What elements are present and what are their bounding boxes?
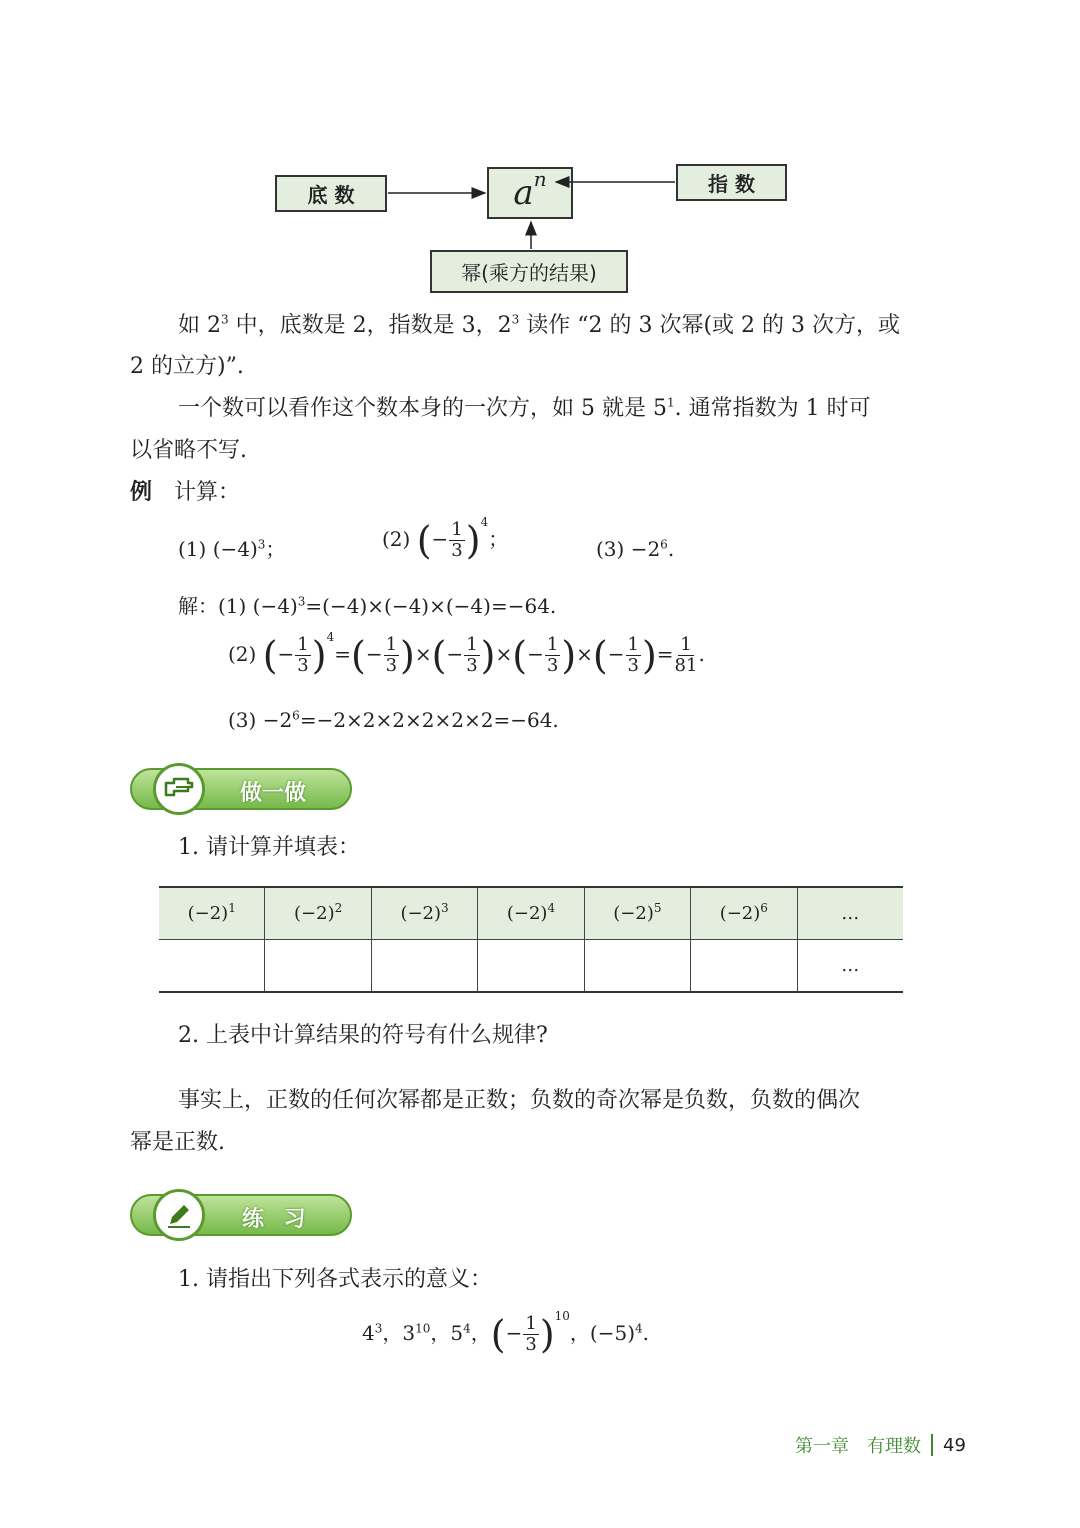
exercise1-expressions: $4^3$，$3^{10}$，$5^4$，(− $\frac{1}{3}$ )$^{10}$，$(-5)^4$. bbox=[362, 1309, 650, 1357]
para1-line2: 2 的立方)”. bbox=[130, 354, 244, 379]
table-header-cell: … bbox=[797, 887, 903, 940]
powers-table bbox=[159, 886, 903, 993]
base-letter: a bbox=[513, 173, 534, 213]
lianxi-title: 练 习 bbox=[242, 1207, 312, 1232]
table-cell bbox=[265, 940, 371, 993]
base-label: 底 数 bbox=[307, 183, 355, 207]
footer-chapter: 第一章 有理数 bbox=[795, 1436, 921, 1457]
solution-2: (2) (− $\frac{1}{3}$ )$^4$=(− $\frac{1}{3}$ )×(− $\frac{1}{3}$ )×(− $\frac{1}{3}$ )×(− $\frac{1}{3}$ )= $\frac{1}{81}$ . bbox=[228, 630, 705, 678]
exponent-letter: n bbox=[533, 167, 547, 191]
table-cell: … bbox=[797, 940, 903, 993]
example-label: 例 bbox=[130, 480, 153, 505]
table-cell bbox=[478, 940, 584, 993]
zuoyizuo-title: 做一做 bbox=[240, 781, 307, 806]
pencil-icon bbox=[153, 1189, 205, 1241]
table-row bbox=[159, 940, 903, 993]
table-cell bbox=[691, 940, 797, 993]
solution-1: 解：(1) $(-4)^3=(-4)\times(-4)\times(-4)=-64$. bbox=[178, 594, 557, 618]
table-header-cell: $(-2)^1$ bbox=[159, 887, 265, 940]
hand-pointing-icon bbox=[153, 763, 205, 815]
footer-divider bbox=[931, 1434, 933, 1456]
para3-line1: 事实上，正数的任何次幂都是正数；负数的奇次幂是负数，负数的偶次 bbox=[178, 1088, 861, 1113]
exponent-label: 指 数 bbox=[708, 172, 755, 196]
table-header-cell: $(-2)^2$ bbox=[265, 887, 371, 940]
diagram-arrows bbox=[0, 0, 1080, 300]
example-q1: (1) $(-4)^3$； bbox=[178, 537, 286, 561]
para2-line2: 以省略不写. bbox=[130, 438, 247, 463]
task1: 1. 请计算并填表： bbox=[178, 835, 360, 860]
example-q2: (2) (− $\frac{1}{3}$ )$^4$； bbox=[382, 515, 509, 563]
table-cell bbox=[371, 940, 477, 993]
footer bbox=[795, 1432, 966, 1458]
power-label: 幂(乘方的结果) bbox=[461, 261, 597, 285]
table-cell bbox=[584, 940, 690, 993]
example-q3: $(3) -2^6$. bbox=[596, 537, 675, 561]
table-header-cell: $(-2)^4$ bbox=[478, 887, 584, 940]
exercise1: 1. 请指出下列各式表示的意义： bbox=[178, 1267, 492, 1292]
para3-line2: 幂是正数. bbox=[130, 1130, 225, 1155]
task2: 2. 上表中计算结果的符号有什么规律? bbox=[178, 1023, 548, 1048]
table-cell bbox=[159, 940, 265, 993]
table-header-row bbox=[159, 887, 903, 940]
para2-line1: 一个数可以看作这个数本身的一次方，如 5 就是 $5^1$. 通常指数为 1 时可 bbox=[178, 395, 871, 421]
footer-page-number: 49 bbox=[943, 1434, 966, 1456]
solution-3: $(3) -2^6=-2\times 2\times 2\times 2\times 2\times 2=-64$. bbox=[228, 708, 559, 732]
table-header-cell: $(-2)^6$ bbox=[691, 887, 797, 940]
example-heading: 例 计算： bbox=[130, 480, 241, 505]
table-header-cell: $(-2)^5$ bbox=[584, 887, 690, 940]
table-header-cell: $(-2)^3$ bbox=[371, 887, 477, 940]
para1-line1: 如 $2^3$ 中，底数是 2，指数是 3，$2^3$ 读作 “2 的 3 次幂(或 2 的 3 次方，或 bbox=[178, 312, 901, 338]
